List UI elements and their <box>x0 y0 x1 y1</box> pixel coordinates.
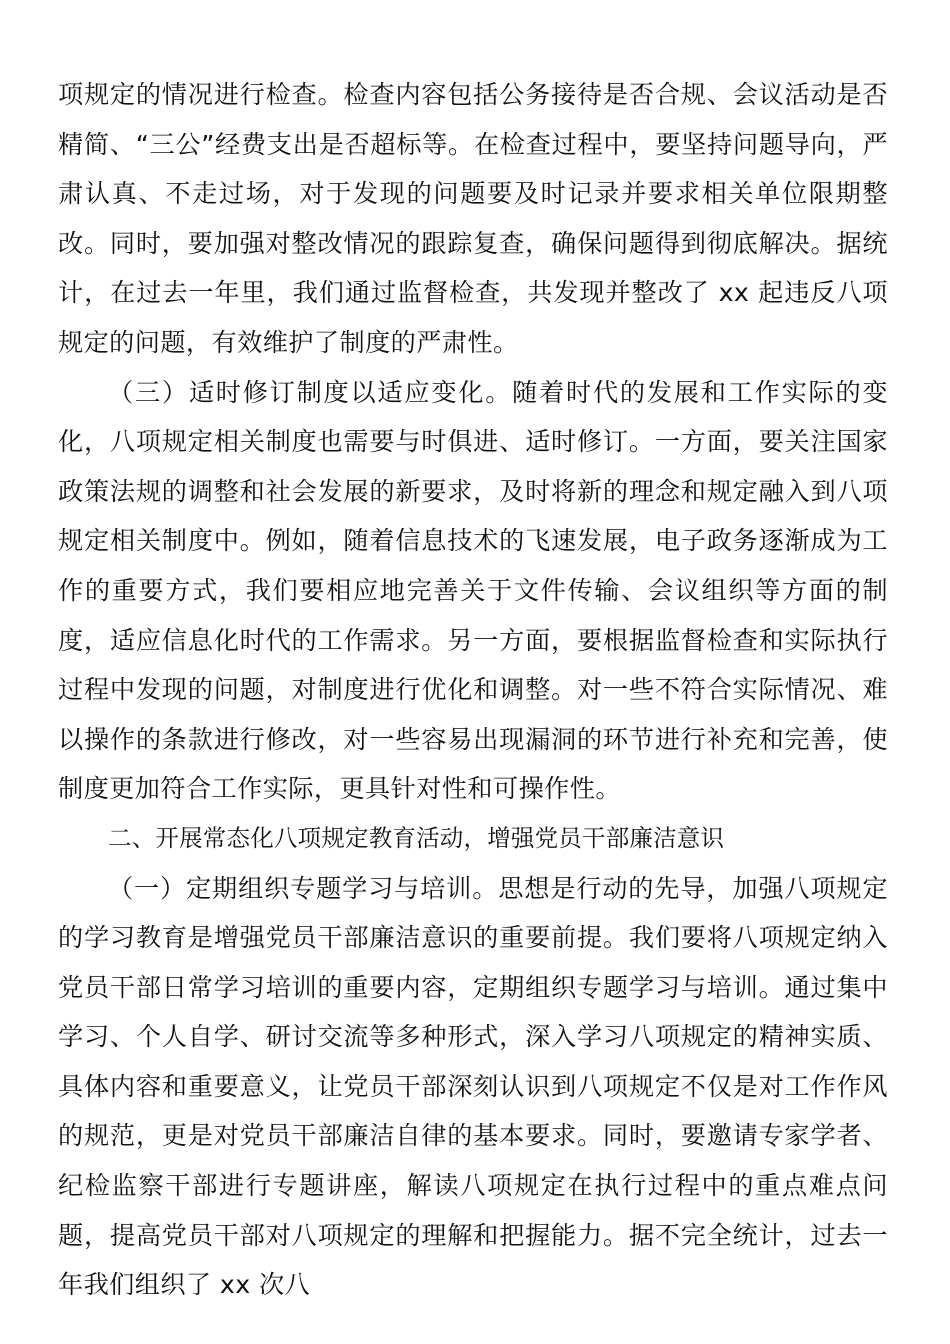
paragraph-revise-system: （三）适时修订制度以适应变化。随着时代的发展和工作实际的变化，八项规定相关制度也需要与时俱进、适时修订。一方面，要关注国家政策法规的调整和社会发展的新要求，及时将新的理念和规定融入到八项规定相关制度中。例如，随着信息技术的飞速发展，电子政务逐渐成为工作的重要方式，我们要相应地完善关于文件传输、会议组织等方面的制度，适应信息化时代的工作需求。另一方面，要根据监督检查和实际执行过程中发现的问题，对制度进行优化和调整。对一些不符合实际情况、难以操作的条款进行修改，对一些容易出现漏洞的环节进行补充和完善，使制度更加符合工作实际，更具针对性和可操作性。 <box>58 377 888 804</box>
paragraph-study-training: （一）定期组织专题学习与培训。思想是行动的先导，加强八项规定的学习教育是增强党员干部廉洁意识的重要前提。我们要将八项规定纳入党员干部日常学习培训的重要内容，定期组织专题学习与培训。通过集中学习、个人自学、研讨交流等多种形式，深入学习八项规定的精神实质、具体内容和重要意义，让党员干部深刻认识到八项规定不仅是对工作作风的规范，更是对党员干部廉洁自律的基本要求。同时，要邀请专家学者、纪检监察干部进行专题讲座，解读八项规定在执行过程中的重点难点问题，提高党员干部对八项规定的理解和把握能力。据不完全统计，过去一年我们组织了 xx 次八 <box>58 873 888 1300</box>
document-page <box>58 70 888 1310</box>
paragraph-continuation: 项规定的情况进行检查。检查内容包括公务接待是否合规、会议活动是否精简、“三公”经费支出是否超标等。在检查过程中，要坚持问题导向，严肃认真、不走过场，对于发现的问题要及时记录并要求相关单位限期整改。同时，要加强对整改情况的跟踪复查，确保问题得到彻底解决。据统计，在过去一年里，我们通过监督检查，共发现并整改了 xx 起违反八项规定的问题，有效维护了制度的严肃性。 <box>58 80 888 357</box>
section-heading-education: 二、开展常态化八项规定教育活动，增强党员干部廉洁意识 <box>108 823 725 852</box>
